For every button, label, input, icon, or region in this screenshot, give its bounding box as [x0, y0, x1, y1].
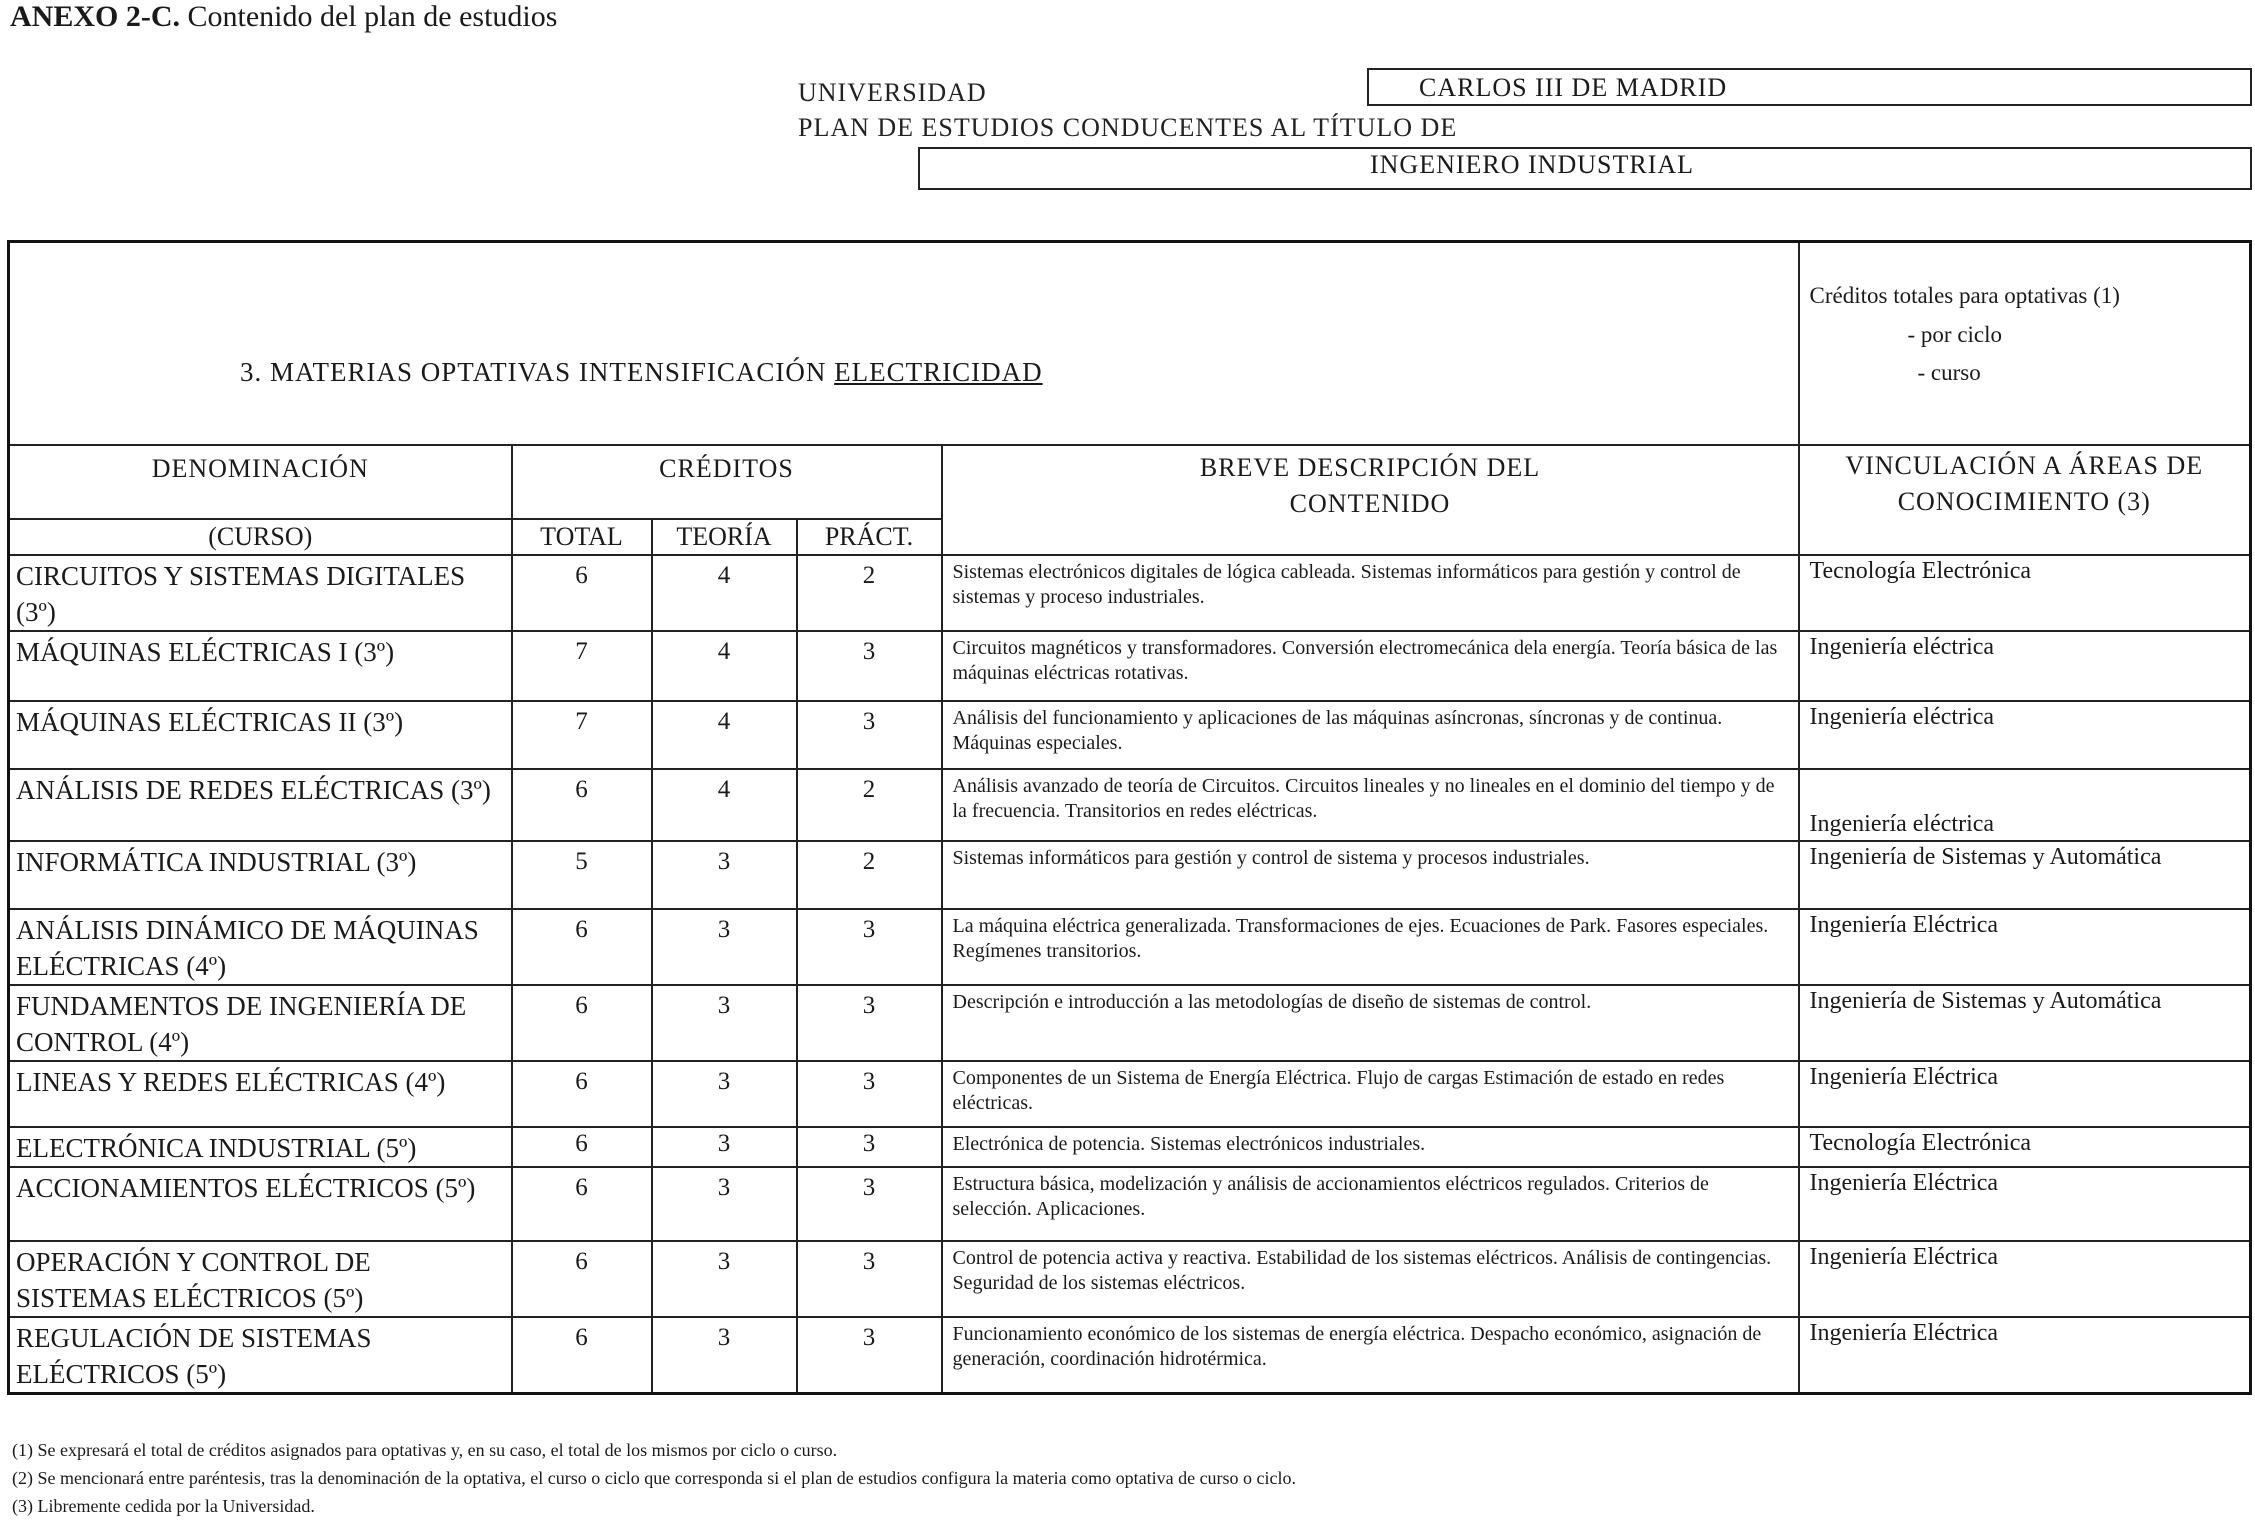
table-row	[9, 1061, 2251, 1127]
subjects-table	[7, 240, 2252, 1395]
descripcion-header-line-1: BREVE DESCRIPCIÓN DEL	[1199, 453, 1541, 482]
table-row	[9, 701, 2251, 769]
knowledge-area: Ingeniería Eléctrica	[1799, 1241, 2251, 1317]
credits-practice: 2	[797, 769, 942, 841]
practica-header: PRÁCT.	[797, 519, 942, 555]
knowledge-area: Tecnología Electrónica	[1799, 1127, 2251, 1167]
subject-description: Componentes de un Sistema de Energía Eléctrica. Flujo de cargas Estimación de estado en redes eléctricas.	[942, 1061, 1799, 1127]
plan-label: PLAN DE ESTUDIOS CONDUCENTES AL TÍTULO DE	[798, 113, 1458, 142]
footnote-2: (2) Se mencionará entre paréntesis, tras la denominación de la optativa, el curso o ciclo que corresponda si el plan de estudios configura la materia como optativa de curso o ciclo.	[12, 1468, 1297, 1488]
curso-header: (CURSO)	[9, 519, 512, 555]
descripcion-header	[942, 445, 1799, 555]
credits-practice: 3	[797, 631, 942, 701]
subject-name: OPERACIÓN Y CONTROL DE SISTEMAS ELÉCTRICOS (5º)	[9, 1241, 512, 1317]
table-row	[9, 1241, 2251, 1317]
credits-total: 6	[512, 985, 652, 1061]
university-box	[1367, 68, 2252, 106]
subject-description: Descripción e introducción a las metodologías de diseño de sistemas de control.	[942, 985, 1799, 1061]
subject-name: LINEAS Y REDES ELÉCTRICAS (4º)	[9, 1061, 512, 1127]
credits-theory: 3	[652, 1241, 797, 1317]
credits-total: 6	[512, 1127, 652, 1167]
section-title	[240, 357, 1043, 388]
credits-practice: 3	[797, 909, 942, 985]
credits-total: 6	[512, 1061, 652, 1127]
total-header: TOTAL	[512, 519, 652, 555]
credits-total: 5	[512, 841, 652, 909]
degree-value: INGENIERO INDUSTRIAL	[1370, 150, 1695, 179]
credits-theory: 3	[652, 1061, 797, 1127]
credits-practice: 3	[797, 985, 942, 1061]
credits-practice: 2	[797, 841, 942, 909]
subject-name: ANÁLISIS DINÁMICO DE MÁQUINAS ELÉCTRICAS (4º)	[9, 909, 512, 985]
credits-practice: 3	[797, 1167, 942, 1241]
subject-name: ANÁLISIS DE REDES ELÉCTRICAS (3º)	[9, 769, 512, 841]
credits-theory: 3	[652, 985, 797, 1061]
credits-theory: 3	[652, 1167, 797, 1241]
knowledge-area: Ingeniería eléctrica	[1799, 769, 2251, 841]
section-title-prefix: 3. MATERIAS OPTATIVAS INTENSIFICACIÓN	[240, 357, 835, 387]
credits-practice: 3	[797, 1241, 942, 1317]
credits-total: 6	[512, 1241, 652, 1317]
table-row	[9, 631, 2251, 701]
credits-theory: 4	[652, 555, 797, 631]
table-row	[9, 909, 2251, 985]
credits-theory: 3	[652, 1127, 797, 1167]
credits-theory: 3	[652, 841, 797, 909]
subject-name: MÁQUINAS ELÉCTRICAS I (3º)	[9, 631, 512, 701]
subject-name: CIRCUITOS Y SISTEMAS DIGITALES (3º)	[9, 555, 512, 631]
vinculacion-header-line-2: CONOCIMIENTO (3)	[1897, 487, 2151, 516]
credits-practice: 3	[797, 701, 942, 769]
subject-description: Análisis del funcionamiento y aplicaciones de las máquinas asíncronas, síncronas y de continua. Máquinas especiales.	[942, 701, 1799, 769]
subject-description: Sistemas electrónicos digitales de lógica cableada. Sistemas informáticos para gestión y control de sistemas y proceso industriales.	[942, 555, 1799, 631]
knowledge-area: Tecnología Electrónica	[1799, 555, 2251, 631]
degree-box	[918, 147, 2252, 190]
credits-total: 6	[512, 555, 652, 631]
denominacion-header	[9, 445, 512, 519]
subject-name: REGULACIÓN DE SISTEMAS ELÉCTRICOS (5º)	[9, 1317, 512, 1394]
knowledge-area: Ingeniería de Sistemas y Automática	[1799, 985, 2251, 1061]
knowledge-area: Ingeniería eléctrica	[1799, 701, 2251, 769]
credits-practice: 3	[797, 1061, 942, 1127]
credits-total: 6	[512, 1167, 652, 1241]
optatives-line-2: - por ciclo	[1907, 322, 2003, 347]
subject-description: Circuitos magnéticos y transformadores. Conversión electromecánica dela energía. Teoría básica de las máquinas eléctricas rotativas.	[942, 631, 1799, 701]
subject-name: INFORMÁTICA INDUSTRIAL (3º)	[9, 841, 512, 909]
section-title-cell	[9, 242, 1799, 446]
knowledge-area: Ingeniería Eléctrica	[1799, 1061, 2251, 1127]
table-row	[9, 1167, 2251, 1241]
knowledge-area: Ingeniería Eléctrica	[1799, 1317, 2251, 1394]
footnotes	[12, 1436, 1296, 1520]
creditos-header: CRÉDITOS	[512, 445, 942, 519]
credits-total: 7	[512, 631, 652, 701]
annex-number: ANEXO 2-C.	[10, 0, 180, 33]
teoria-header: TEORÍA	[652, 519, 797, 555]
knowledge-area: Ingeniería eléctrica	[1799, 631, 2251, 701]
credits-theory: 4	[652, 701, 797, 769]
optatives-line-3: - curso	[1917, 360, 1981, 385]
credits-practice: 3	[797, 1317, 942, 1394]
table-row	[9, 985, 2251, 1061]
subject-description: Sistemas informáticos para gestión y control de sistema y procesos industriales.	[942, 841, 1799, 909]
credits-theory: 3	[652, 909, 797, 985]
annex-heading	[10, 0, 557, 34]
subject-name: MÁQUINAS ELÉCTRICAS II (3º)	[9, 701, 512, 769]
subject-description: Estructura básica, modelización y análisis de accionamientos eléctricos regulados. Criterios de selección. Aplicaciones.	[942, 1167, 1799, 1241]
subject-description: Funcionamiento económico de los sistemas de energía eléctrica. Despacho económico, asignación de generación, coordinación hidrotérmica.	[942, 1317, 1799, 1394]
descripcion-header-line-2: CONTENIDO	[1289, 489, 1451, 518]
optatives-credits-cell	[1799, 242, 2251, 446]
credits-theory: 4	[652, 769, 797, 841]
optatives-line-1: Créditos totales para optativas (1)	[1809, 283, 2120, 308]
subject-name: ACCIONAMIENTOS ELÉCTRICOS (5º)	[9, 1167, 512, 1241]
university-label: UNIVERSIDAD	[798, 78, 987, 107]
knowledge-area: Ingeniería Eléctrica	[1799, 909, 2251, 985]
subject-name: FUNDAMENTOS DE INGENIERÍA DE CONTROL (4º)	[9, 985, 512, 1061]
subject-description: Control de potencia activa y reactiva. Estabilidad de los sistemas eléctricos. Análisis de contingencias. Seguridad de los sistemas eléctricos.	[942, 1241, 1799, 1317]
vinculacion-header	[1799, 445, 2251, 555]
credits-practice: 2	[797, 555, 942, 631]
table-row	[9, 555, 2251, 631]
knowledge-area: Ingeniería de Sistemas y Automática	[1799, 841, 2251, 909]
table-row	[9, 1317, 2251, 1394]
table-row	[9, 769, 2251, 841]
credits-total: 6	[512, 769, 652, 841]
credits-practice: 3	[797, 1127, 942, 1167]
section-title-intensification: ELECTRICIDAD	[834, 357, 1043, 387]
university-value: CARLOS III DE MADRID	[1419, 73, 1728, 102]
subject-description: Electrónica de potencia. Sistemas electrónicos industriales.	[942, 1127, 1799, 1167]
credits-total: 6	[512, 909, 652, 985]
subject-name: ELECTRÓNICA INDUSTRIAL (5º)	[9, 1127, 512, 1167]
vinculacion-header-line-1: VINCULACIÓN A ÁREAS DE	[1845, 451, 2204, 480]
footnote-1: (1) Se expresará el total de créditos asignados para optativas y, en su caso, el total de los mismos por ciclo o curso.	[12, 1440, 838, 1460]
table-row	[9, 1127, 2251, 1167]
credits-theory: 4	[652, 631, 797, 701]
subject-description: Análisis avanzado de teoría de Circuitos. Circuitos lineales y no lineales en el dominio del tiempo y de la frecuencia. Transitorios en redes eléctricas.	[942, 769, 1799, 841]
credits-theory: 3	[652, 1317, 797, 1394]
annex-title: Contenido del plan de estudios	[187, 0, 558, 33]
table-row	[9, 841, 2251, 909]
knowledge-area: Ingeniería Eléctrica	[1799, 1167, 2251, 1241]
denominacion-label: DENOMINACIÓN	[151, 454, 369, 483]
footnote-3: (3) Libremente cedida por la Universidad.	[12, 1496, 315, 1516]
subject-description: La máquina eléctrica generalizada. Transformaciones de ejes. Ecuaciones de Park. Fasores especiales. Regímenes transitorios.	[942, 909, 1799, 985]
credits-total: 6	[512, 1317, 652, 1394]
credits-total: 7	[512, 701, 652, 769]
